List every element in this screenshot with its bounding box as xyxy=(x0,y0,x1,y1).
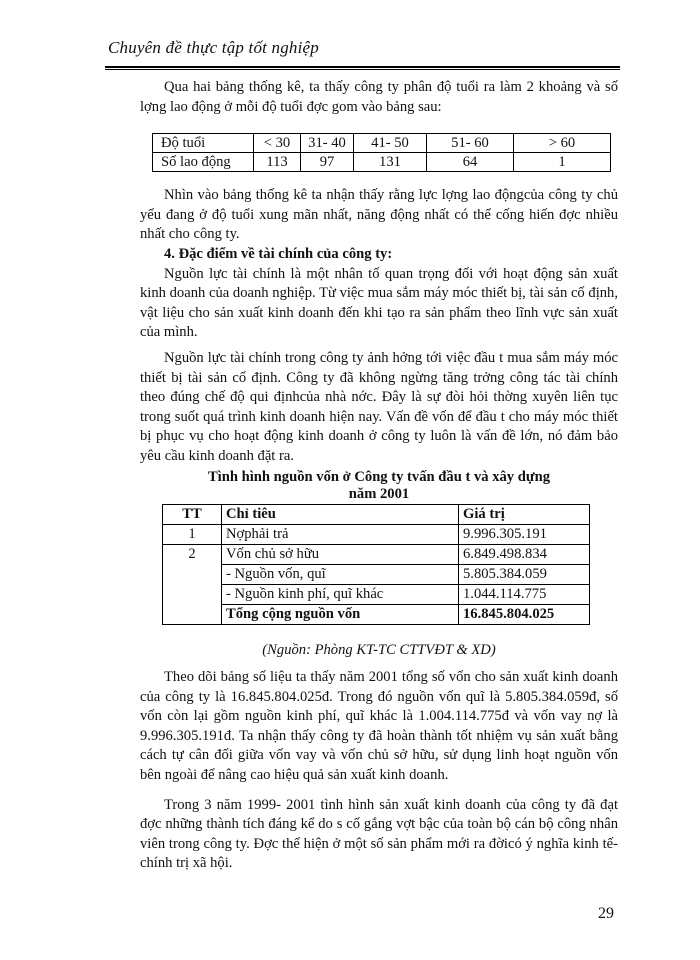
row-value: 9.996.305.191 xyxy=(459,524,590,544)
source-note: (Nguồn: Phòng KT-TC CTTVĐT & XD) xyxy=(262,641,496,658)
row-number: 2 xyxy=(163,544,222,564)
fund-table-title-line1: Tình hình nguồn vốn ở Công ty tvấn đầu t và xây dựng xyxy=(207,468,551,485)
capital-sources-table xyxy=(162,504,590,625)
count-row-label: Số lao động xyxy=(153,153,254,172)
section-heading-finance: 4. Đặc điểm về tài chính của công ty: xyxy=(164,245,393,262)
header-rule-thin xyxy=(105,69,620,70)
paragraph-age-conclusion: Nhìn vào bảng thống kê ta nhận thấy rằng lực lợng lao độngcủa công ty chủ yếu đang ở độ tuổi xung mãn nhất, năng động nhất có thể cống hiến đợc nhiều nhất cho công ty. xyxy=(140,187,618,243)
paragraph-capital-analysis: Theo dõi bảng số liệu ta thấy năm 2001 tổng số vốn cho sản xuất kinh doanh của công ty là 16.845.804.025đ. Trong đó nguồn vốn quĩ là 5.805.384.059đ, số vốn còn lại gồm nguồn kinh phí, quĩ khác là 1.004.114.775đ và vốn vay nợ là 9.996.305.191đ. Ta nhận thấy công ty đã hoàn thành tốt nhiệm vụ sản xuất bằng cách tự cân đối giữa vốn vay và vốn chủ sở hữu, sử dụng linh hoạt nguồn vốn bên ngoài để nâng cao hiệu quả sản xuất kinh doanh. xyxy=(140,669,618,784)
row-number xyxy=(163,584,222,604)
row-value-total: 16.845.804.025 xyxy=(459,604,590,624)
row-indicator: Nợphải trả xyxy=(222,524,459,544)
table-row xyxy=(163,524,590,544)
row-value: 6.849.498.834 xyxy=(459,544,590,564)
fund-table-title-line2: năm 2001 xyxy=(348,485,410,502)
paragraph-achievements: Trong 3 năm 1999- 2001 tình hình sản xuất kinh doanh của công ty đã đạt đợc những thành tích đáng kể do s cố gắng vợt bậc của toàn bộ cán bộ công nhân viên trong công ty. Đợc thể hiện ở một số sản phẩm mới ra đờicó ý nghĩa kinh tế- chính trị xã hội. xyxy=(140,796,618,872)
age-range-cell: < 30 xyxy=(254,134,301,153)
table-row-total xyxy=(163,604,590,624)
age-distribution-table xyxy=(152,133,611,172)
paragraph-age-intro: Qua hai bảng thống kê, ta thấy công ty phân độ tuổi ra làm 2 khoảng và số lợng lao động ở mỗi độ tuổi đợc gom vào bảng sau: xyxy=(140,79,618,115)
paragraph-finance-role: Nguồn lực tài chính là một nhân tố quan trọng đối với hoạt động sản xuất kinh doanh của doanh nghiệp. Từ việc mua sắm máy móc thiết bị, tài sản cố định, vật liệu cho sản xuất kinh doanh đến khi tạo ra sản phẩm theo lĩnh vực sản xuất của mình. xyxy=(140,265,618,341)
table-row xyxy=(163,544,590,564)
paragraph-finance-investment: Nguồn lực tài chính trong công ty ảnh hởng tới việc đầu t mua sắm máy móc thiết bị tài sản cố định. Công ty đã không ngừng tăng trởng công tác tài chính theo đúng chế độ qui địnhcủa nhà nớc. Đây là sự đòi hỏi thờng xuyên liên tục trong suốt quá trình kinh doanh hiện nay. Vấn đề vốn để đầu t cho máy móc thiết bị phục vụ cho hoạt động kinh doanh ở công ty luôn là vấn đề lớn, nó đảm bảo yêu cầu kinh doanh đặt ra. xyxy=(140,349,618,464)
running-header: Chuyên đề thực tập tốt nghiệp xyxy=(108,38,320,57)
column-header-tt: TT xyxy=(163,504,222,524)
worker-count-cell: 97 xyxy=(301,153,354,172)
row-number xyxy=(163,564,222,584)
page-number: 29 xyxy=(598,905,614,922)
page-body xyxy=(140,78,618,874)
column-header-indicator: Chỉ tiêu xyxy=(222,504,459,524)
header-rule-thick xyxy=(105,66,620,68)
row-indicator: Vốn chủ sở hữu xyxy=(222,544,459,564)
row-indicator-total: Tổng cộng nguồn vốn xyxy=(222,604,459,624)
worker-count-cell: 64 xyxy=(427,153,514,172)
table-row xyxy=(153,134,611,153)
worker-count-cell: 113 xyxy=(254,153,301,172)
age-range-cell: 51- 60 xyxy=(427,134,514,153)
column-header-value: Giá trị xyxy=(459,504,590,524)
table-header-row xyxy=(163,504,590,524)
row-value: 1.044.114.775 xyxy=(459,584,590,604)
table-row xyxy=(163,584,590,604)
age-range-cell: 31- 40 xyxy=(301,134,354,153)
age-row-label: Độ tuổi xyxy=(153,134,254,153)
fund-table-title xyxy=(140,469,618,503)
age-range-cell: 41- 50 xyxy=(354,134,427,153)
row-number xyxy=(163,604,222,624)
row-number: 1 xyxy=(163,524,222,544)
age-range-cell: > 60 xyxy=(514,134,611,153)
worker-count-cell: 131 xyxy=(354,153,427,172)
row-indicator: - Nguồn vốn, quĩ xyxy=(222,564,459,584)
worker-count-cell: 1 xyxy=(514,153,611,172)
row-indicator: - Nguồn kinh phí, quĩ khác xyxy=(222,584,459,604)
row-value: 5.805.384.059 xyxy=(459,564,590,584)
table-row xyxy=(153,153,611,172)
table-row xyxy=(163,564,590,584)
